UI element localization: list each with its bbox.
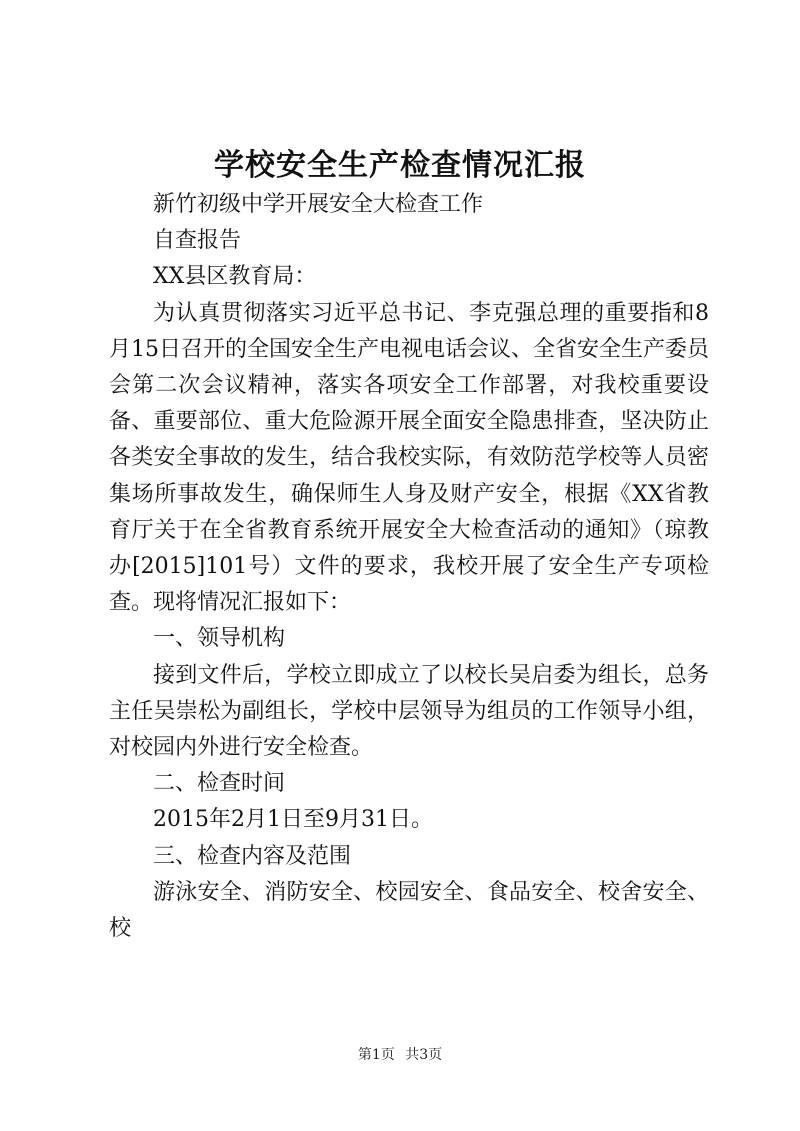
paragraph-leadership: 接到文件后，学校立即成立了以校长吴启委为组长，总务主任吴崇松为副组长，学校中层领导为组员的工作领导小组，对校园内外进行安全检查。 (109, 662, 709, 761)
paragraph-inspection-scope: 游泳安全、消防安全、校园安全、食品安全、校舍安全、校 (109, 879, 709, 942)
paragraph-intro: 为认真贯彻落实习近平总书记、李克强总理的重要指和8月15日召开的全国安全生产电视电话会议、全省安全生产委员会第二次会议精神，落实各项安全工作部署，对我校重要设备、重要部位、重大危险源开展全面安全隐患排查，坚决防止各类安全事故的发生，结合我校实际，有效防范学校等人员密集场所事故发生，确保师生人身及财产安全，根据《XX省教育厅关于在全省教育系统开展安全大检查活动的通知》（琼教办[2015]101号）文件的要求，我校开展了安全生产专项检查。现将情况汇报如下： (109, 300, 709, 616)
paragraph-addressee: XX县区教育局： (153, 264, 317, 290)
document-title: 学校安全生产检查情况汇报 (214, 148, 586, 183)
paragraph-report-label: 自查报告 (153, 228, 242, 254)
page-number: 第1页 (357, 1047, 395, 1063)
heading-leadership: 一、领导机构 (153, 626, 286, 652)
document-body (109, 187, 709, 947)
page-footer (0, 1044, 800, 1064)
paragraph-subtitle: 新竹初级中学开展安全大检查工作 (153, 192, 484, 217)
page-total: 共3页 (405, 1047, 443, 1063)
paragraph-inspection-time: 2015年2月1日至9月31日。 (153, 807, 433, 833)
heading-inspection-scope: 三、检查内容及范围 (153, 843, 352, 869)
heading-inspection-time: 二、检查时间 (153, 771, 286, 797)
